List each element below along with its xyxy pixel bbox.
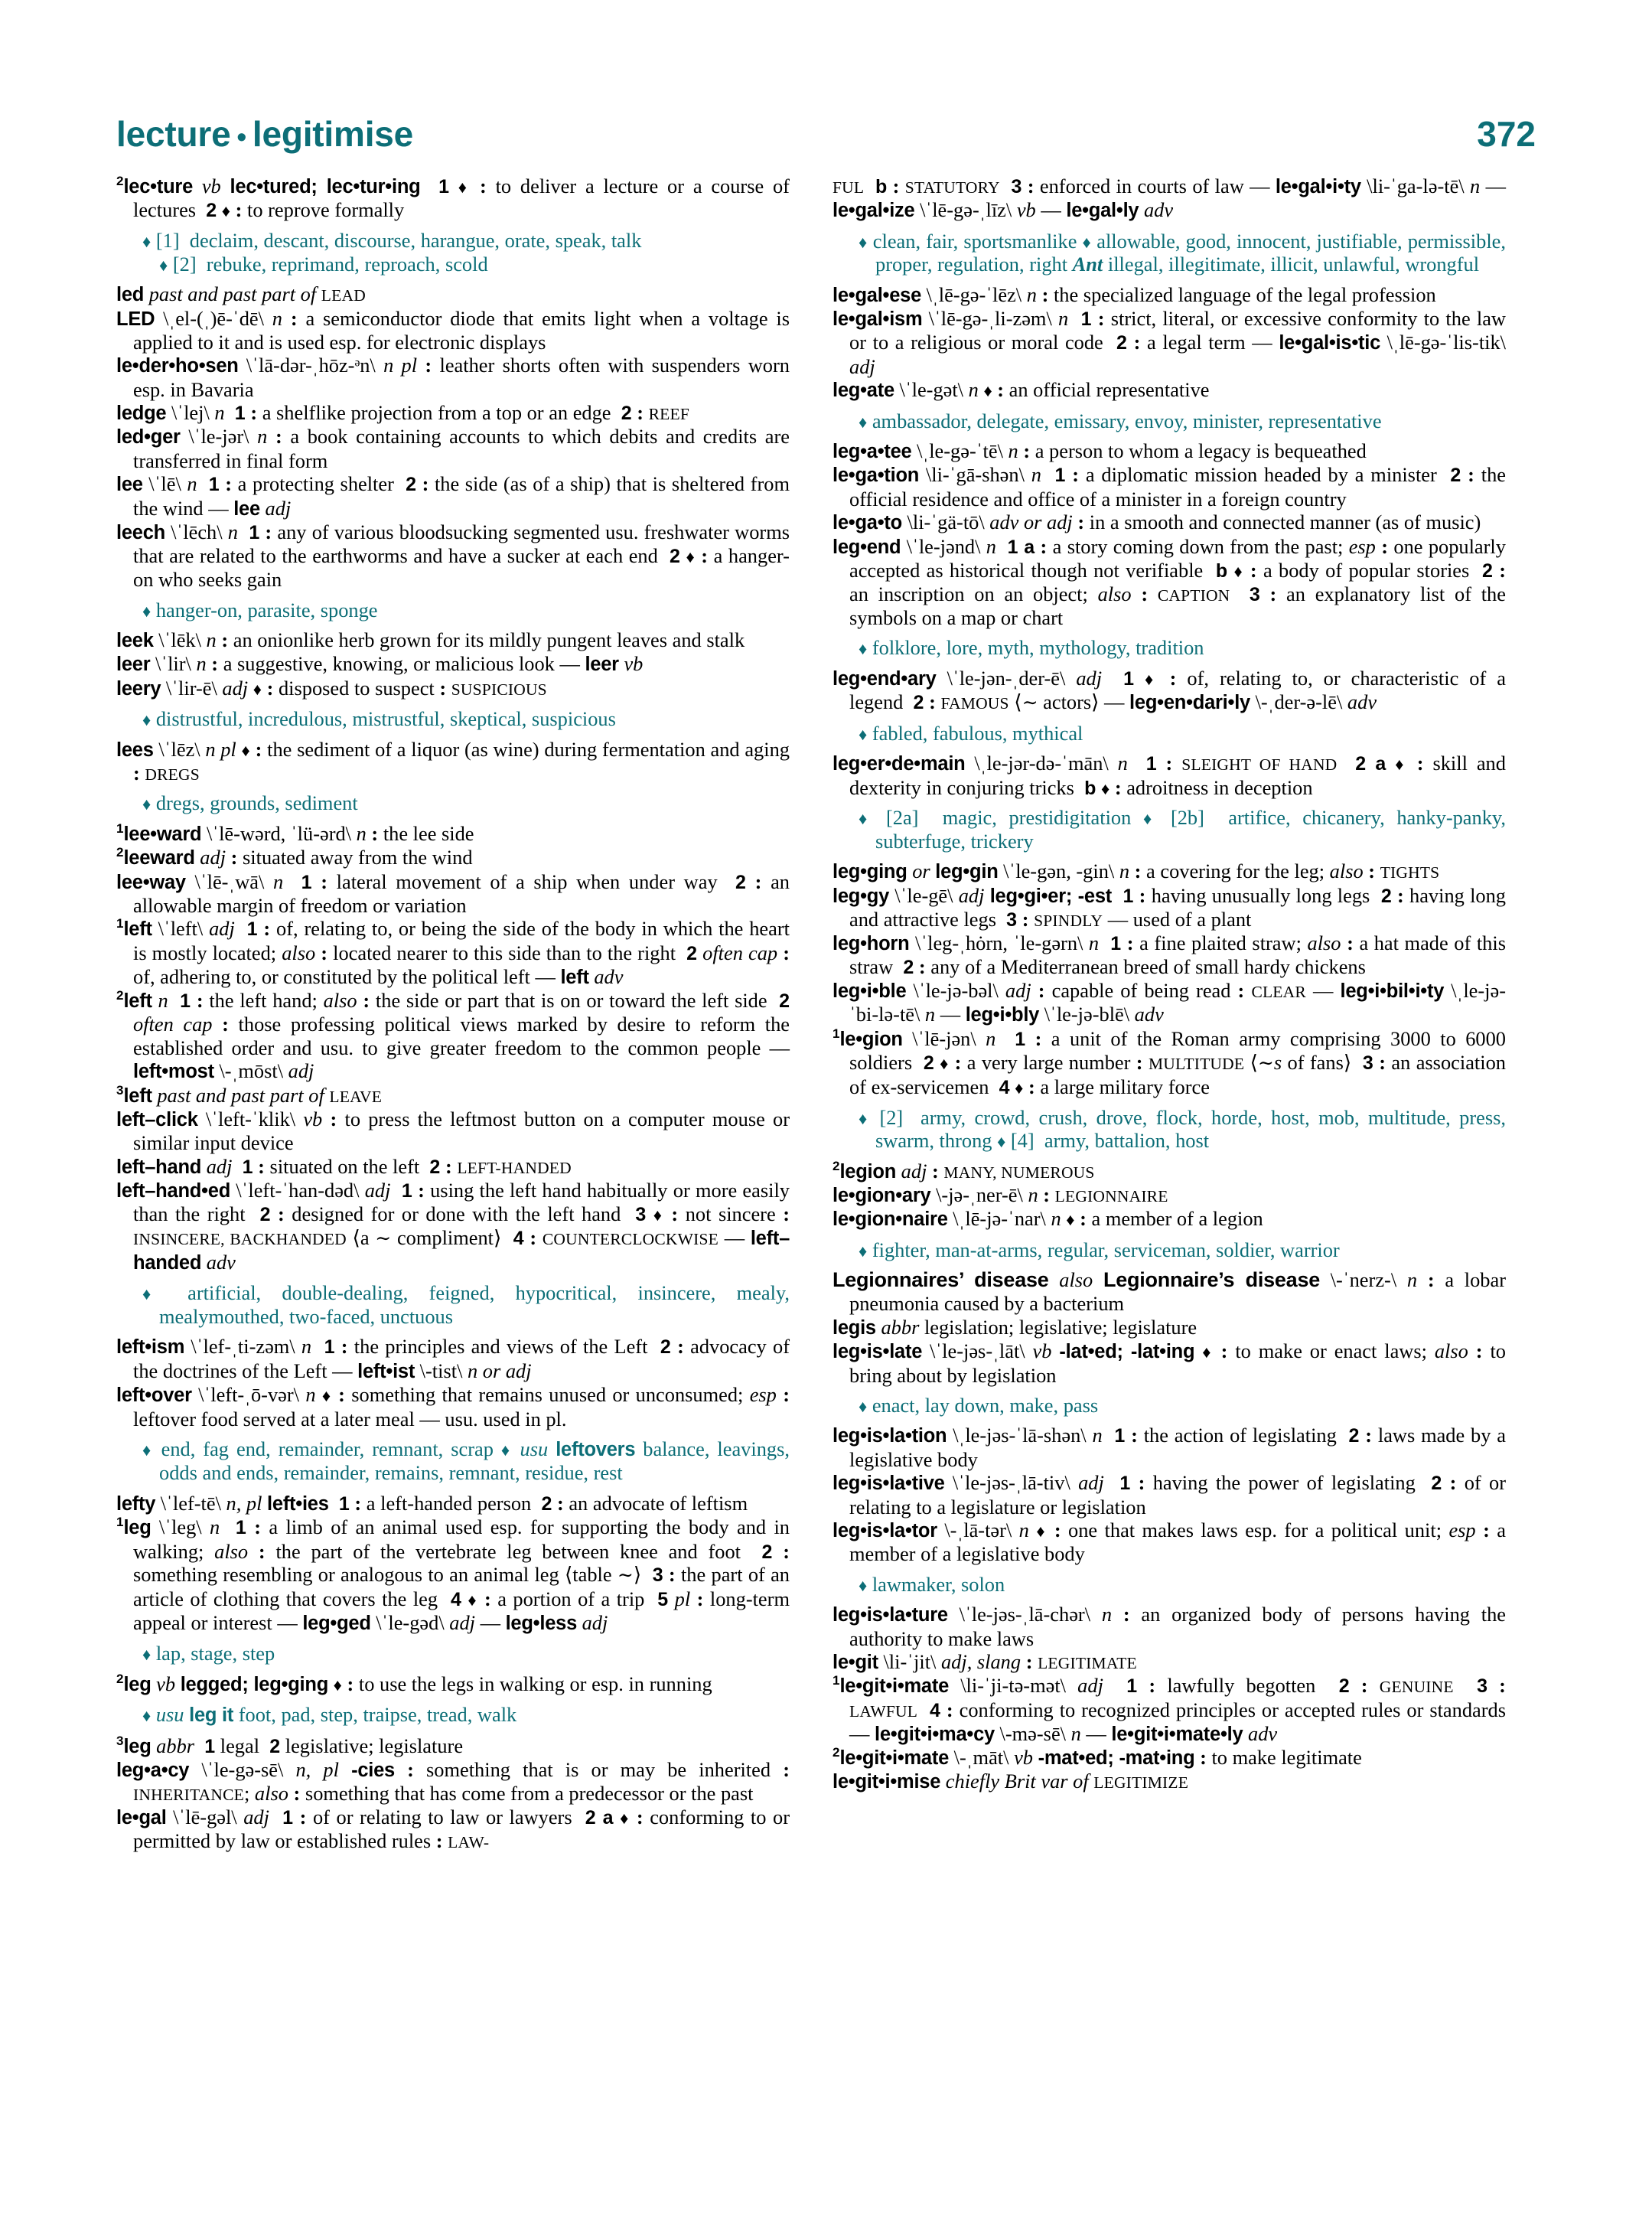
- dictionary-entry: leg•horn \ˈleg-ˌhȯrn, ˈle-gərn\ n 1 : a fine plaited straw; also : a hat made of this straw 2 : any of a Mediterranean breed of small hardy chickens: [833, 931, 1506, 979]
- dictionary-entry: le•der•ho•sen \ˈlā-dər-ˌhōz-ᵊn\ n pl : leather shorts often with suspenders worn esp. in Bavaria: [116, 354, 790, 401]
- dictionary-entry: legis abbr legislation; legislative; legislature: [833, 1315, 1197, 1339]
- dictionary-entry: lee \ˈlē\ n 1 : a protecting shelter 2 : the side (as of a ship) that is sheltered from the wind — lee adj: [116, 472, 790, 520]
- synonym-list: ♦ clean, fair, sportsmanlike ♦ allowable, good, innocent, justifiable, permissible, proper, regulation, right Ant illegal, illegitimate, illicit, unlawful, wrongful: [859, 229, 1506, 276]
- synonym-list: ♦ [2] army, crowd, crush, drove, flock, horde, host, mob, multitude, press, swarm, throng ♦ [4] army, battalion, host: [859, 1105, 1507, 1153]
- running-head: [116, 113, 1536, 155]
- dictionary-entry: leery \ˈlir-ē\ adj ♦ : disposed to suspect : SUSPICIOUS: [116, 676, 547, 700]
- dictionary-entry: le•git•i•mise chiefly Brit var of LEGITIMIZE: [833, 1770, 1189, 1793]
- synonym-list: ♦ [2a] magic, prestidigitation ♦ [2b] artifice, chicanery, hanky-panky, subterfuge, trickery: [859, 806, 1506, 853]
- dictionary-entry: leer \ˈlir\ n : a suggestive, knowing, or malicious look — leer vb: [116, 652, 644, 676]
- dictionary-entry: leg•ate \ˈle-gət\ n ♦ : an official representative: [833, 378, 1210, 402]
- dictionary-entry: leg•i•ble \ˈle-jə-bəl\ adj : capable of being read : CLEAR — leg•i•bil•i•ty \ˌle-jə-ˈbi-lə-tē\ n — leg•i•bly \ˈle-jə-blē\ adv: [833, 979, 1507, 1026]
- dictionary-entry: led•ger \ˈle-jər\ n : a book containing accounts to which debits and credits are transferred in final form: [116, 425, 790, 472]
- dictionary-entry: leek \ˈlēk\ n : an onionlike herb grown for its mildly pungent leaves and stalk: [116, 628, 745, 652]
- dictionary-entry: leg•a•tee \ˌle-gə-ˈtē\ n : a person to whom a legacy is bequeathed: [833, 439, 1367, 463]
- dictionary-entry: leech \ˈlēch\ n 1 : any of various bloodsucking segmented usu. freshwater worms that are related to the earthworms and have a sucker at each end 2 ♦ : a hanger-on who seeks gain: [116, 520, 790, 592]
- dictionary-entry: leg•is•la•tion \ˌle-jəs-ˈlā-shən\ n 1 : the action of legislating 2 : laws made by a legislative body: [833, 1424, 1506, 1471]
- dictionary-entry: le•gal•ism \ˈlē-gə-ˌli-zəm\ n 1 : strict, literal, or excessive conformity to the law or to a religious or moral code 2 : a legal term — le•gal•is•tic \ˌlē-gə-ˈlis-tik\ adj: [833, 307, 1507, 378]
- dictionary-entry: $^2$legion adj : MANY, NUMEROUS: [833, 1158, 1095, 1183]
- synonym-list: ♦ ambassador, delegate, emissary, envoy, minister, representative: [859, 409, 1382, 432]
- dictionary-entry: $^1$le•git•i•mate \li-ˈji-tə-mət\ adj 1 : lawfully begotten 2 : GENUINE 3 : LAWFUL 4 : conforming to recognized principles or accepted rules or standards — le•git•i•ma•cy \-mə-sē\ n — le•git•i•mate•ly adv: [833, 1673, 1506, 1745]
- dictionary-entry: leg•er•de•main \ˌle-jər-də-ˈmān\ n 1 : SLEIGHT OF HAND 2 a ♦ : skill and dexterity in conjuring tricks b ♦ : adroitness in deception: [833, 752, 1506, 799]
- page-number: 372: [1477, 114, 1536, 154]
- dictionary-entry: le•gion•ary \-jə-ˌner-ē\ n : LEGIONNAIRE: [833, 1183, 1168, 1207]
- synonym-list: ♦ dregs, grounds, sediment: [142, 791, 358, 815]
- synonym-list: ♦ enact, lay down, make, pass: [859, 1393, 1099, 1417]
- dictionary-entry: ledge \ˈlej\ n 1 : a shelflike projection from a top or an edge 2 : REEF: [116, 401, 690, 425]
- dictionary-entry: $^2$left n 1 : the left hand; also : the side or part that is on or toward the left side 2 often cap : those professing political views marked by desire to reform the established order and usu. to give greater freedom to the common people — left•most \-ˌmōst\ adj: [116, 988, 790, 1083]
- dictionary-entry: $^1$left \ˈleft\ adj 1 : of, relating to, or being the side of the body in which the heart is mostly located; also : located nearer to this side than to the right 2 often cap : of, adhering to, or constituted by the political left — left adv: [116, 916, 790, 988]
- dictionary-entry: $^3$left past and past part of LEAVE: [116, 1082, 383, 1107]
- synonym-list: ♦ fighter, man-at-arms, regular, serviceman, soldier, warrior: [859, 1238, 1340, 1261]
- left-column: [116, 175, 790, 1853]
- dictionary-entry: leg•end•ary \ˈle-jən-ˌder-ē\ adj 1 ♦ : of, relating to, or characteristic of a legend 2 : FAMOUS ⟨∼ actors⟩ — leg•en•dari•ly \-ˌder-ə-lē\ adv: [833, 666, 1506, 713]
- dictionary-entry: lee•way \ˈlē-ˌwā\ n 1 : lateral movement of a ship when under way 2 : an allowable margin of freedom or variation: [116, 869, 790, 918]
- dictionary-entry: leg•a•cy \ˈle-gə-sē\ n, pl -cies : something that is or may be inherited : INHERITANCE; also : something that has come from a predecessor or the past: [116, 1758, 790, 1806]
- synonym-list: ♦ lap, stage, step: [142, 1642, 275, 1665]
- running-head-right-word: legitimise: [252, 114, 414, 154]
- dictionary-entry: led past and past part of LEAD: [116, 282, 366, 306]
- synonym-list: ♦ artificial, double-dealing, feigned, hypocritical, insincere, mealy, mealymouthed, two-faced, unctuous: [142, 1281, 790, 1328]
- synonym-list: ♦ [1] declaim, descant, discourse, harangue, orate, speak, talk ♦ [2] rebuke, reprimand, reproach, scold: [142, 229, 642, 276]
- right-column: [833, 175, 1506, 1794]
- dictionary-entry: leg•ging or leg•gin \ˈle-gən, -gin\ n : a covering for the leg; also : TIGHTS: [833, 860, 1440, 883]
- dictionary-entry: left•ism \ˈlef-ˌti-zəm\ n 1 : the principles and views of the Left 2 : advocacy of the doctrines of the Left — left•ist \-tist\ n or adj: [116, 1335, 790, 1382]
- dictionary-entry: $^2$lec•ture vb lec•tured; lec•tur•ing 1 ♦ : to deliver a lecture or a course of lectures 2 ♦ : to reprove formally: [116, 174, 790, 222]
- dictionary-entry: le•gal \ˈlē-gəl\ adj 1 : of or relating to law or lawyers 2 a ♦ : conforming to or permitted by law or established rules : LAW-: [116, 1805, 790, 1853]
- synonym-list: ♦ lawmaker, solon: [859, 1572, 1005, 1596]
- dictionary-entry: leg•is•la•tor \-ˌlā-tər\ n ♦ : one that makes laws esp. for a political unit; esp : a member of a legislative body: [833, 1518, 1507, 1566]
- synonym-list: ♦ end, fag end, remainder, remnant, scrap ♦ usu leftovers balance, leavings, odds and ends, remainder, remains, remnant, residue, rest: [142, 1437, 790, 1485]
- dictionary-entry: leg•is•la•ture \ˈle-jəs-ˌlā-chər\ n : an organized body of persons having the authority to make laws: [833, 1603, 1506, 1650]
- dictionary-entry: Legionnaires’ disease also Legionnaire’s disease \-ˈnerz-\ n : a lobar pneumonia caused by a bacterium: [833, 1268, 1506, 1316]
- dictionary-entry: left–hand•ed \ˈleft-ˈhan-dəd\ adj 1 : using the left hand habitually or more easily than the right 2 : designed for or done with the left hand 3 ♦ : not sincere : INSINCERE, BACKHANDED ⟨a ∼ compliment⟩ 4 : COUNTERCLOCKWISE — left–handed adv: [116, 1179, 790, 1274]
- running-head-words: [116, 113, 413, 155]
- dictionary-entry: $^2$le•git•i•mate \-ˌmāt\ vb -mat•ed; -mat•ing : to make legitimate: [833, 1745, 1362, 1769]
- dictionary-entry: leg•is•late \ˈle-jəs-ˌlāt\ vb -lat•ed; -lat•ing ♦ : to make or enact laws; also : to bring about by legislation: [833, 1339, 1506, 1387]
- dictionary-entry: $^1$leg \ˈleg\ n 1 : a limb of an animal used esp. for supporting the body and in walking; also : the part of the vertebrate leg between knee and foot 2 : something resembling or analogous to an animal leg ⟨table ∼⟩ 3 : the part of an article of clothing that covers the leg 4 ♦ : a portion of a trip 5 pl : long-term appeal or interest — leg•ged \ˈle-gəd\ adj — leg•less adj: [116, 1515, 790, 1634]
- dictionary-entry: le•gion•naire \ˌlē-jə-ˈnar\ n ♦ : a member of a legion: [833, 1207, 1263, 1231]
- dictionary-entry: $^1$le•gion \ˈlē-jən\ n 1 : a unit of the Roman army comprising 3000 to 6000 soldiers 2 ♦ : a very large number : MULTITUDE ⟨∼s of fans⟩ 3 : an association of ex-servicemen 4 ♦ : a large military force: [833, 1026, 1506, 1098]
- dictionary-entry: LED \ˌel-(ˌ)ē-ˈdē\ n : a semiconductor diode that emits light when a voltage is applied to it and is used esp. for electronic displays: [116, 306, 790, 354]
- running-head-separator: •: [236, 121, 246, 152]
- dictionary-entry: $^1$lee•ward \ˈlē-wərd, ˈlü-ərd\ n : the lee side: [116, 821, 474, 845]
- synonym-list: ♦ distrustful, incredulous, mistrustful, skeptical, suspicious: [142, 707, 616, 731]
- dictionary-entry: left–hand adj 1 : situated on the left 2 : LEFT-HANDED: [116, 1154, 572, 1178]
- dictionary-entry: le•gal•ese \ˌlē-gə-ˈlēz\ n : the specialized language of the legal profession: [833, 282, 1436, 306]
- dictionary-entry: le•ga•tion \li-ˈgā-shən\ n 1 : a diplomatic mission headed by a minister 2 : the official residence and office of a minister in a foreign country: [833, 463, 1506, 511]
- synonym-list: ♦ usu leg it foot, pad, step, traipse, tread, walk: [142, 1703, 517, 1727]
- dictionary-entry: left–click \ˈleft-ˈklik\ vb : to press the leftmost button on a computer mouse or similar input device: [116, 1107, 790, 1155]
- dictionary-entry: lees \ˈlēz\ n pl ♦ : the sediment of a liquor (as wine) during fermentation and aging : DREGS: [116, 737, 790, 785]
- dictionary-entry: left•over \ˈleft-ˌō-vər\ n ♦ : something that remains unused or unconsumed; esp : leftover food served at a later meal — usu. used in pl.: [116, 1383, 790, 1430]
- entry-columns: [116, 175, 1536, 1853]
- dictionary-entry: leg•gy \ˈle-gē\ adj leg•gi•er; -est 1 : having unusually long legs 2 : having long and attractive legs 3 : SPINDLY — used of a plant: [833, 883, 1506, 931]
- dictionary-entry: leg•end \ˈle-jənd\ n 1 a : a story coming down from the past; esp : one popularly accepted as historical though not verifiable b ♦ : a body of popular stories 2 : an inscription on an object; also : CAPTION 3 : an explanatory list of the symbols on a map or chart: [833, 534, 1506, 629]
- dictionary-entry: $^3$leg abbr 1 legal 2 legislative; legislature: [116, 1733, 464, 1757]
- dictionary-entry: le•git \li-ˈjit\ adj, slang : LEGITIMATE: [833, 1650, 1137, 1674]
- entry-continuation: FUL b : STATUTORY 3 : enforced in courts of law — le•gal•i•ty \li-ˈga-lə-tē\ n — le•gal•ize \ˈlē-gə-ˌlīz\ vb — le•gal•ly adv: [833, 175, 1506, 222]
- dictionary-entry: $^2$leg vb legged; leg•ging ♦ : to use the legs in walking or esp. in running: [116, 1672, 712, 1695]
- synonym-list: ♦ hanger-on, parasite, sponge: [142, 598, 378, 621]
- running-head-left-word: lecture: [116, 114, 231, 154]
- dictionary-entry: le•ga•to \li-ˈgä-tō\ adv or adj : in a smooth and connected manner (as of music): [833, 511, 1481, 534]
- dictionary-entry: lefty \ˈlef-tē\ n, pl left•ies 1 : a left-handed person 2 : an advocate of leftism: [116, 1491, 748, 1515]
- synonym-list: ♦ folklore, lore, myth, mythology, tradition: [859, 636, 1204, 660]
- dictionary-entry: $^2$leeward adj : situated away from the wind: [116, 845, 473, 869]
- synonym-list: ♦ fabled, fabulous, mythical: [859, 721, 1083, 745]
- dictionary-entry: leg•is•la•tive \ˈle-jəs-ˌlā-tiv\ adj 1 : having the power of legislating 2 : of or relating to a legislature or legislation: [833, 1471, 1506, 1518]
